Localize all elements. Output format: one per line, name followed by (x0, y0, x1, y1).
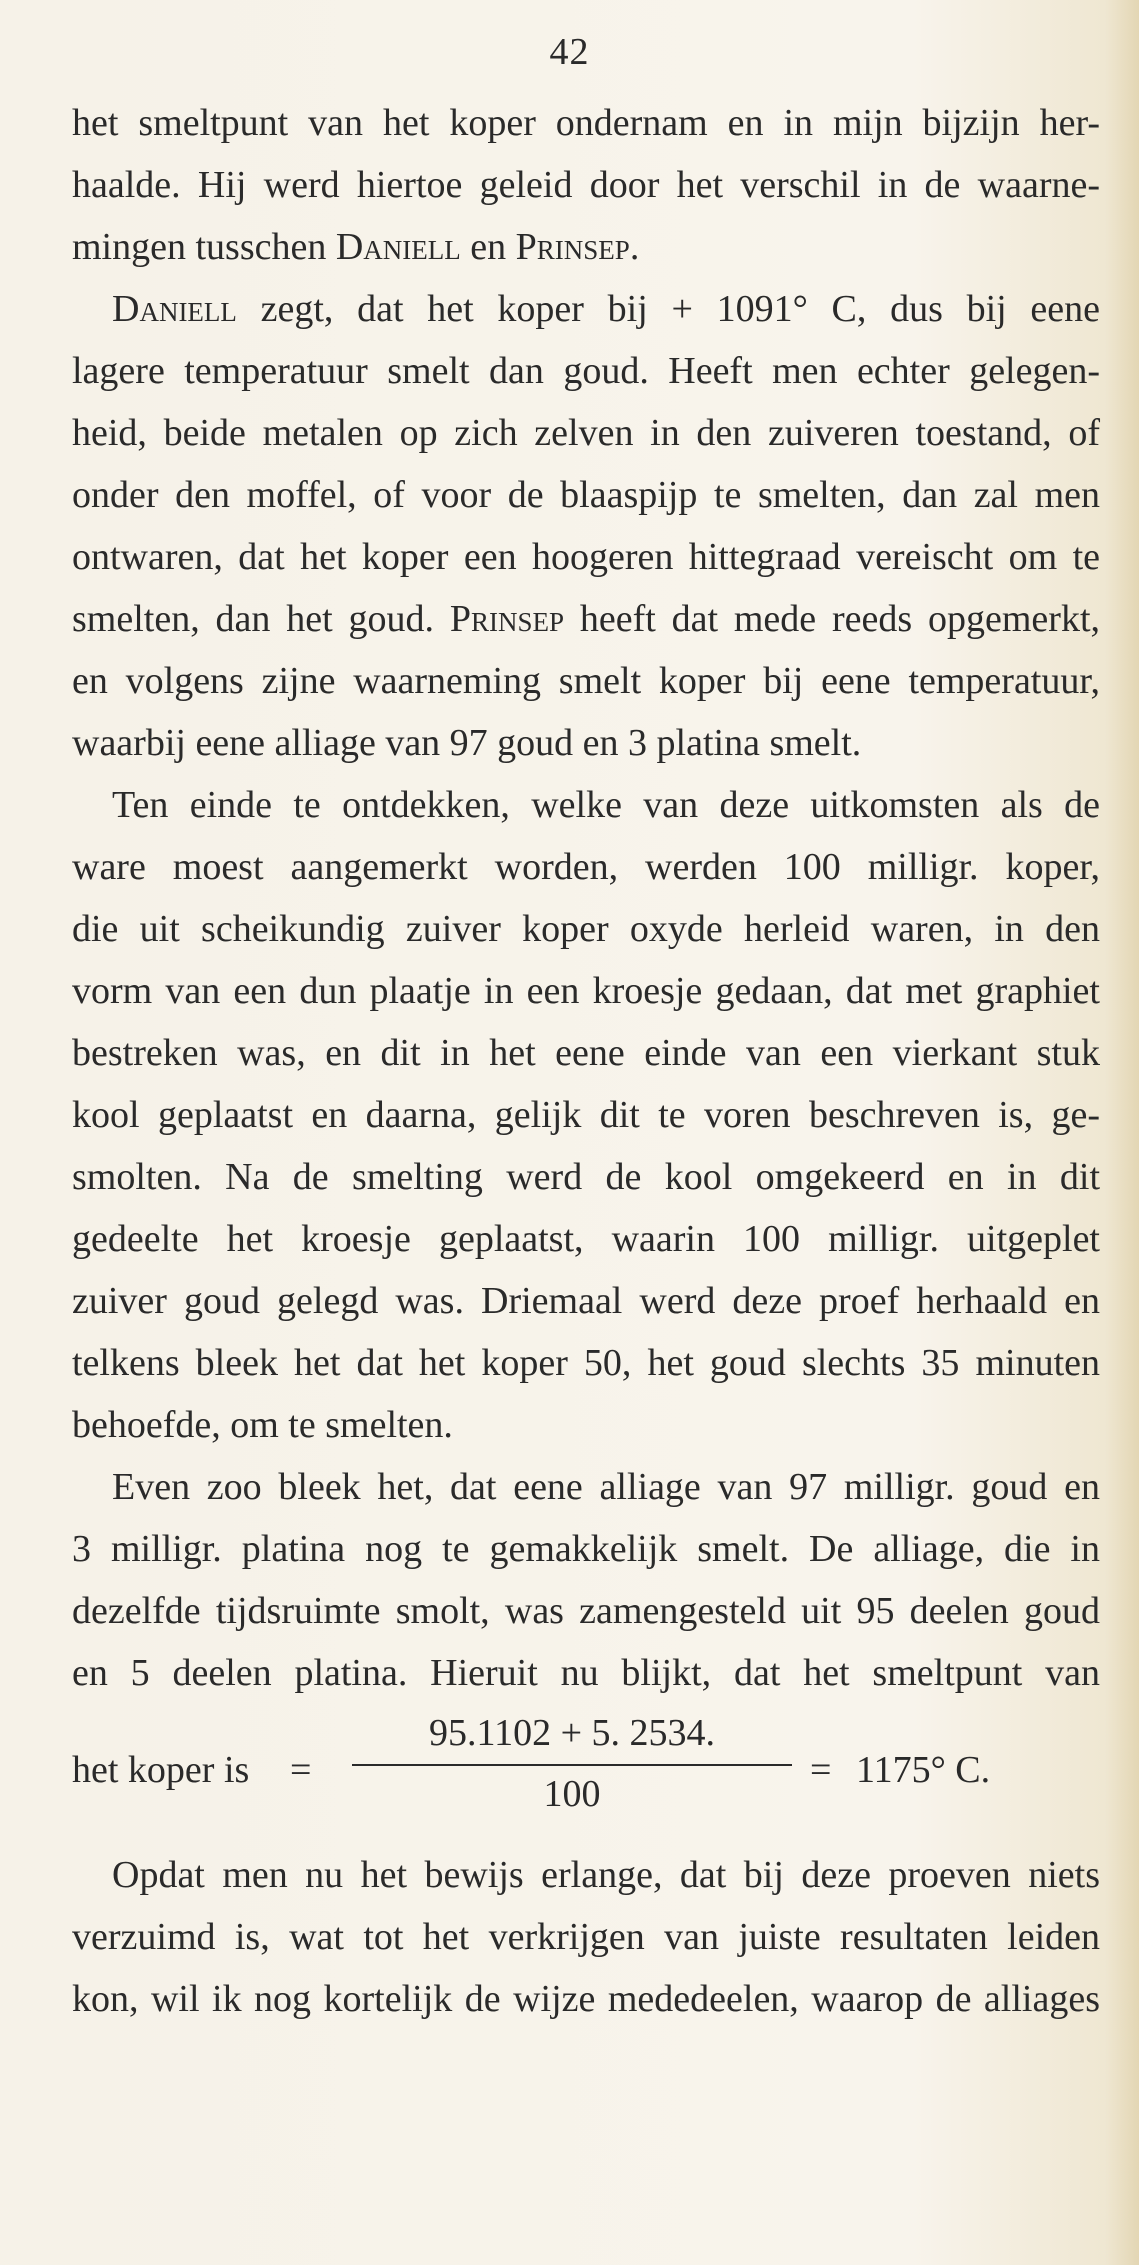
paragraph-3 (72, 774, 1100, 1456)
text-line: kon, wil ik nog kortelijk de wijze mededeelen, waarop de alliages (72, 1978, 1100, 2020)
text-line: lagere temperatuur smelt dan goud. Heeft men echter gelegen- (72, 350, 1100, 392)
text-line: zuiver goud gelegd was. Driemaal werd deze proef herhaald en (72, 1280, 1100, 1322)
equals-sign: = (290, 1749, 312, 1791)
author-name: Daniell (335, 226, 461, 268)
text-line: smelten, dan het goud. Prinsep heeft dat mede reeds opgemerkt, (72, 598, 1101, 640)
fraction-bar (352, 1764, 792, 1766)
text-line: vorm van een dun plaatje in een kroesje gedaan, dat met graphiet (72, 970, 1100, 1012)
page-number: 42 (549, 31, 590, 73)
formula-lead-text: het koper is (72, 1749, 250, 1791)
text-line: gedeelte het kroesje geplaatst, waarin 100 milligr. uitgeplet (72, 1218, 1100, 1260)
body-text (72, 92, 1100, 2030)
text-line: ontwaren, dat het koper een hoogeren hittegraad vereischt om te (72, 536, 1100, 578)
text-line: heid, beide metalen op zich zelven in den zuiveren toestand, of (72, 412, 1100, 454)
text-line: onder den moffel, of voor de blaaspijp te smelten, dan zal men (72, 474, 1100, 516)
melting-point-formula (72, 1704, 1100, 1844)
paragraph-4 (72, 1456, 1100, 1704)
formula-result: 1175° C. (856, 1749, 991, 1791)
fraction-denominator: 100 (543, 1773, 601, 1815)
text-line: 3 milligr. platina nog te gemakkelijk smelt. De alliage, die in (72, 1528, 1100, 1570)
text-line: dezelfde tijdsruimte smolt, was zamengesteld uit 95 deelen goud (72, 1590, 1100, 1632)
text-line: kool geplaatst en daarna, gelijk dit te voren beschreven is, ge- (72, 1094, 1100, 1136)
text-line: mingen tusschen Daniell en Prinsep. (72, 226, 640, 268)
author-name: Daniell (112, 288, 237, 330)
text-line: verzuimd is, wat tot het verkrijgen van juiste resultaten leiden (72, 1916, 1100, 1958)
text-line: Opdat men nu het bewijs erlange, dat bij deze proeven niets (112, 1854, 1100, 1896)
paragraph-5 (72, 1844, 1100, 2030)
text-line: waarbij eene alliage van 97 goud en 3 platina smelt. (72, 722, 862, 764)
text-line: bestreken was, en dit in het eene einde van een vierkant stuk (72, 1032, 1100, 1074)
text-line: smolten. Na de smelting werd de kool omgekeerd en in dit (72, 1156, 1100, 1198)
text-line: Daniell zegt, dat het koper bij + 1091° C, dus bij eene (112, 288, 1100, 330)
text-line: Even zoo bleek het, dat eene alliage van 97 milligr. goud en (112, 1466, 1100, 1508)
text-line: het smeltpunt van het koper ondernam en in mijn bijzijn her- (72, 102, 1100, 144)
fraction-numerator: 95.1102 + 5. 2534. (428, 1712, 716, 1754)
text-line: en volgens zijne waarneming smelt koper bij eene temperatuur, (72, 660, 1100, 702)
paragraph-2 (72, 278, 1100, 774)
text-line: telkens bleek het dat het koper 50, het goud slechts 35 minuten (72, 1342, 1100, 1384)
equals-sign: = (810, 1749, 832, 1791)
text-line: die uit scheikundig zuiver koper oxyde herleid waren, in den (72, 908, 1100, 950)
fraction (352, 1704, 792, 1818)
text-line: Ten einde te ontdekken, welke van deze uitkomsten als de (112, 784, 1100, 826)
text-line: behoefde, om te smelten. (72, 1404, 453, 1446)
text-line: ware moest aangemerkt worden, werden 100 milligr. koper, (72, 846, 1100, 888)
author-name: Prinsep (449, 598, 564, 640)
author-name: Prinsep (515, 226, 630, 268)
text-line: en 5 deelen platina. Hieruit nu blijkt, dat het smeltpunt van (72, 1652, 1100, 1694)
text-line: haalde. Hij werd hiertoe geleid door het verschil in de waarne- (72, 164, 1100, 206)
paragraph-1 (72, 92, 1100, 278)
